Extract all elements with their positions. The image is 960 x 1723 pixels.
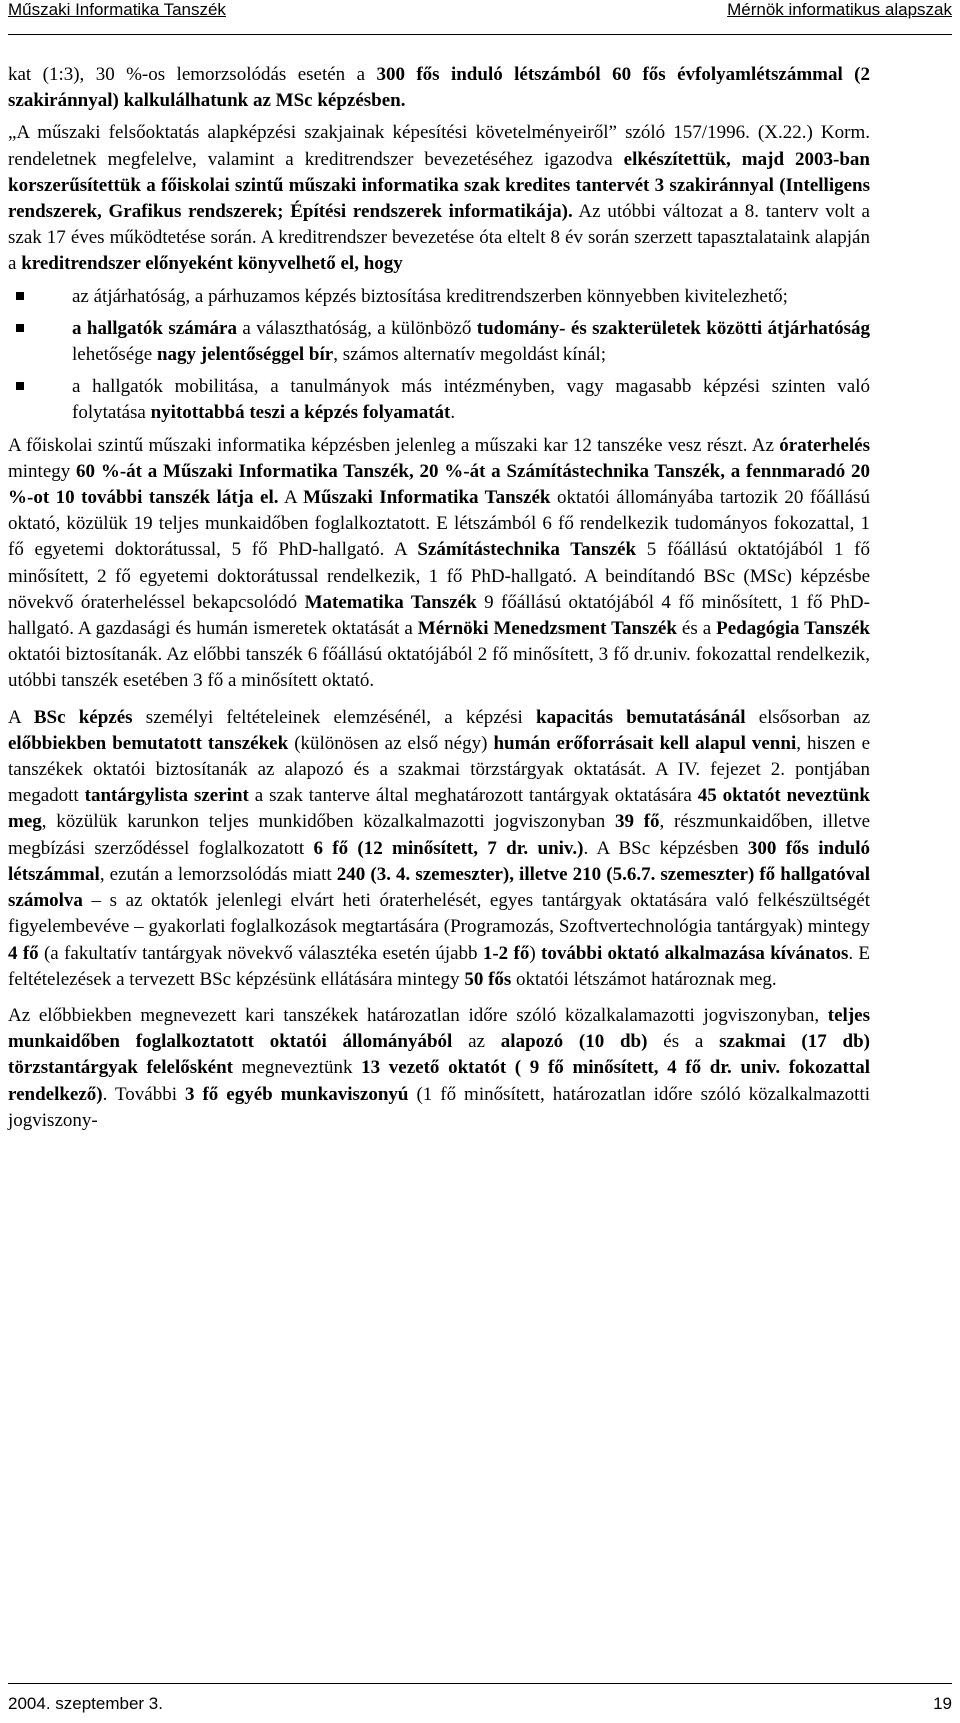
emphasized-text: tantárgylista szerint: [84, 785, 249, 807]
text-run: , számos alternatív megoldást kínál;: [333, 344, 606, 366]
text-run: 5 főállású oktatójából 1 fő minősített, 2 fő egyetemi doktorátussal rendelkezik, 1 fő PhD-hallgató. A beindítandó BSc (MSc) képzésbe növekvő óraterheléssel bekapcsolódó: [8, 539, 870, 613]
header-department[interactable]: Műszaki Informatika Tanszék: [8, 0, 226, 19]
emphasized-text: nagy jelentőséggel bír: [156, 344, 334, 366]
emphasized-text: óraterhelés: [779, 434, 870, 456]
text-run: , közülük karunkon teljes munkidőben közalkalmazotti jogviszonyban: [41, 811, 615, 833]
emphasized-text: 60 %-át a Műszaki Informatika Tanszék, 20 %-át a Számítástechnika Tanszék, a fennmaradó 20 %-ot 10 további tanszék látja el.: [8, 460, 870, 509]
emphasized-text: elkészítettük, majd 2003-ban korszerűsítettük a főiskolai szintű műszaki informatika szak kredites tantervét 3 szakiránnyal (Intelligens rendszerek, Grafikus rendszerek; Építési rendszerek informatikája).: [8, 148, 870, 223]
emphasized-text: BSc képzés: [33, 706, 133, 728]
emphasized-text: 300 fős induló létszámból 60 fős évfolyamlétszámmal (2 szakiránnyal) kalkulálhatunk az MSc képzésben.: [8, 64, 870, 112]
footer-date: 2004. szeptember 3.: [8, 1694, 163, 1713]
text-run: . E feltételezések a tervezett BSc képzésünk ellátására mintegy: [8, 942, 871, 990]
emphasized-text: 3 fő egyéb munkaviszonyú: [185, 1083, 409, 1105]
text-run: A: [278, 487, 304, 509]
text-run: az átjárhatóság, a párhuzamos képzés biztosítása kreditrendszerben könnyebben kivitelezhető;: [72, 285, 788, 307]
text-run: a választhatóság, a különböző: [236, 317, 477, 339]
emphasized-text: Műszaki Informatika Tanszék: [303, 487, 551, 509]
text-run: 9 főállású oktatójából 4 fő minősített, 1 fő PhD-hallgató. A gazdasági és humán ismeretek oktatását a: [8, 591, 870, 640]
text-run: , hiszen e tanszékek oktatói biztosítanák az alapozó és a szakmai törzstárgyak oktatását. A IV. fejezet 2. pontjában megadott: [8, 732, 870, 807]
emphasized-text: Számítástechnika Tanszék: [417, 539, 637, 561]
page-number: 19: [933, 1694, 952, 1713]
text-run: A főiskolai szintű műszaki informatika képzésben jelenleg a műszaki kar 12 tanszéke vesz részt. Az: [8, 434, 780, 456]
emphasized-text: Pedagógia Tanszék: [716, 618, 870, 640]
emphasized-text: 45 oktatót neveztünk meg: [8, 785, 870, 833]
emphasized-text: további oktató alkalmazása kívánatos: [541, 942, 849, 964]
emphasized-text: 4 fő: [8, 942, 39, 964]
text-run: személyi feltételeinek elemzésénél, a képzési: [132, 706, 536, 728]
list-item: [72, 284, 870, 310]
text-run: . További: [102, 1083, 185, 1105]
emphasized-text: 1-2 fő: [482, 942, 530, 964]
emphasized-text: Matematika Tanszék: [304, 591, 477, 613]
text-run: és a: [676, 618, 717, 640]
emphasized-text: Mérnöki Menedzsment Tanszék: [417, 618, 677, 640]
text-run: A: [8, 706, 34, 728]
emphasized-text: nyitottabbá teszi a képzés folyamatát: [150, 402, 451, 424]
text-run: az: [452, 1031, 501, 1053]
emphasized-text: 240 (3. 4. szemeszter), illetve 210 (5.6.7. szemeszter) fő hallgatóval számolva: [8, 863, 870, 912]
emphasized-text: kreditrendszer előnyeként könyvelhető el, hogy: [21, 253, 403, 275]
text-run: Az utóbbi változat a 8. tanterv volt a szak 17 éves működtetése során. A kreditrendszer bevezetése óta eltelt 8 év során szerzett tapasztalataink alapján a: [8, 201, 870, 275]
page-header: [8, 0, 952, 35]
paragraph-intro: [8, 62, 870, 114]
document-body: [8, 62, 870, 1144]
emphasized-text: 300 fős induló létszámmal: [8, 837, 870, 885]
page-footer: [8, 1683, 952, 1723]
text-run: Az előbbiekben megnevezett kari tanszékek határozatlan időre szóló közalkalamazotti jogviszonyban,: [8, 1004, 828, 1026]
emphasized-text: 50 fős: [464, 968, 512, 990]
emphasized-text: tudomány- és szakterületek közötti átjárhatóság: [476, 317, 871, 339]
emphasized-text: 39 fő: [614, 811, 660, 833]
text-run: kat (1:3), 30 %-os lemorzsolódás esetén a: [8, 64, 377, 85]
emphasized-text: kapacitás bemutatásánál: [536, 706, 746, 728]
text-run: megneveztünk: [233, 1057, 362, 1079]
text-run: oktatói létszámot határoznak meg.: [511, 968, 777, 990]
emphasized-text: előbbiekben bemutatott tanszékek: [8, 732, 289, 754]
paragraph-decree: [8, 120, 870, 277]
text-run: ): [529, 942, 541, 964]
emphasized-text: 6 fő (12 minősített, 7 dr. univ.): [313, 837, 584, 859]
emphasized-text: alapozó (10 db): [500, 1031, 648, 1053]
text-run: a szak tanterve által meghatározott tantárgyak oktatására: [248, 785, 698, 807]
text-run: , ezután a lemorzsolódás miatt: [99, 863, 337, 885]
text-run: a hallgatók mobilitása, a tanulmányok más intézményben, vagy magasabb képzési szinten való folytatása: [72, 376, 870, 424]
text-run: és a: [647, 1031, 720, 1053]
text-run: , részmunkaidőben, illetve megbízási szerződéssel foglalkozatott: [8, 811, 871, 859]
text-run: mintegy: [8, 460, 77, 482]
header-program[interactable]: Mérnök informatikus alapszak: [727, 0, 952, 19]
paragraph-departments: [8, 433, 870, 695]
text-run: oktatói állományába tartozik 20 főállású oktató, közülük 19 teljes munkaidőben foglalkoztatott. E létszámból 6 fő rendelkezik tudományos fokozattal, 1 fő egyetemi doktorátussal, 5 fő PhD-hallgató. A: [8, 487, 871, 561]
paragraph-bsc-capacity: [8, 705, 870, 993]
emphasized-text: a hallgatók számára: [72, 317, 237, 339]
text-run: „A műszaki felsőoktatás alapképzési szakjainak képesítési követelményeiről” szóló 157/1996. (X.22.) Korm. rendeletnek megfelelve, valamint a kreditrendszer bevezetéséhez igazodva: [8, 122, 870, 170]
text-run: (1 fő minősített, határozatlan időre szóló közalkalmazotti jogviszony-: [8, 1083, 871, 1131]
text-run: (a fakultatív tantárgyak növekvő választéka esetén újabb: [38, 942, 483, 964]
text-run: (különösen az első négy): [288, 732, 494, 754]
text-run: – s az oktatók jelenlegi elvárt heti óraterhelését, egyes tantárgyak oktatására való felkészültségét figyelembevéve – gyakorlati foglalkozások megtartására (Programozás, Szoftvertechnológia tantárgyak) mintegy: [8, 890, 870, 938]
emphasized-text: 13 vezető oktatót ( 9 fő minősített, 4 fő dr. univ. fokozattal rendelkező): [8, 1057, 870, 1105]
list-item: [72, 316, 870, 368]
paragraph-staff: [8, 1003, 870, 1134]
list-item: [72, 374, 870, 426]
text-run: . A BSc képzésben: [583, 837, 748, 859]
emphasized-text: teljes munkaidőben foglalkoztatott oktatói állományából: [8, 1004, 870, 1053]
emphasized-text: humán erőforrásait kell alapul venni: [493, 732, 797, 754]
advantages-list: [8, 284, 870, 427]
text-run: oktatói biztosítanák. Az előbbi tanszék 6 főállású oktatójából 2 fő minősített, 3 fő dr.univ. fokozattal rendelkezik, utóbbi tanszék esetében 3 fő a minősített oktató.: [8, 644, 870, 692]
text-run: .: [450, 402, 456, 424]
emphasized-text: szakmai (17 db) törzstantárgyak felelősként: [8, 1031, 871, 1079]
text-run: elsősorban az: [745, 706, 871, 728]
text-run: lehetősége: [72, 344, 157, 366]
